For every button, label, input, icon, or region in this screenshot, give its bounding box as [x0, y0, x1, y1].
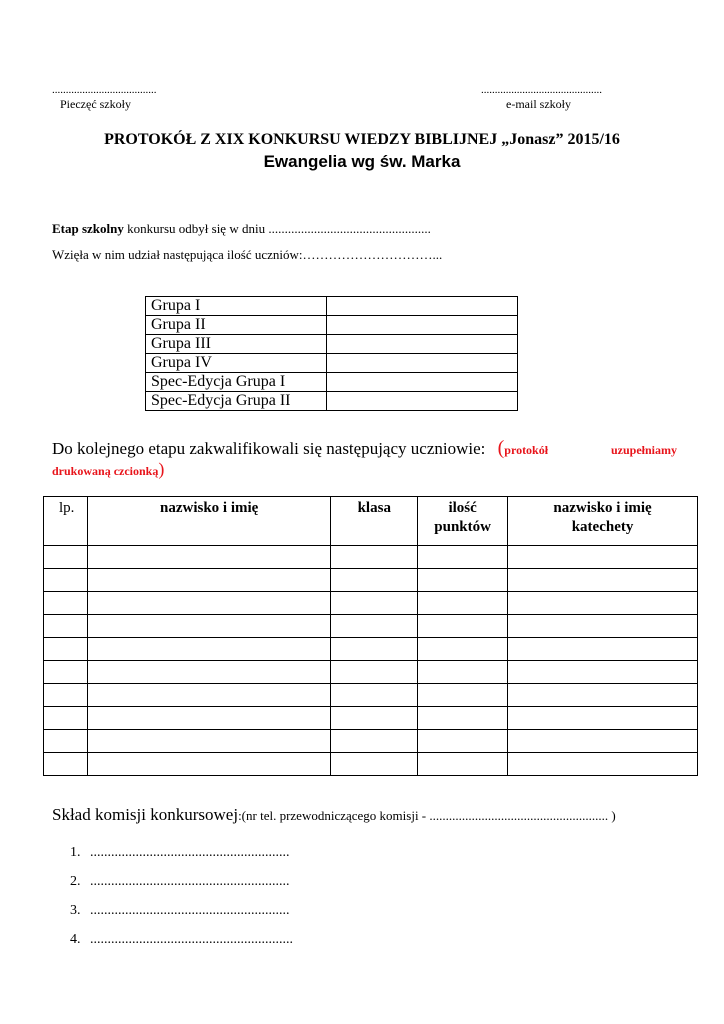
table-row: [44, 638, 698, 661]
table-row: [44, 592, 698, 615]
table-cell[interactable]: [44, 592, 88, 615]
table-cell[interactable]: [44, 615, 88, 638]
group-row: [146, 335, 518, 354]
table-cell[interactable]: [87, 661, 330, 684]
committee-member: [70, 874, 290, 890]
table-cell[interactable]: [418, 730, 508, 753]
table-cell[interactable]: [508, 684, 698, 707]
table-cell[interactable]: [418, 569, 508, 592]
header-catechist: nazwisko i imię katechety: [508, 497, 698, 546]
group-name: Grupa III: [146, 335, 327, 354]
table-cell[interactable]: [331, 638, 418, 661]
header-points: ilość punktów: [418, 497, 508, 546]
committee-member: [70, 932, 293, 948]
committee-member: [70, 845, 290, 861]
table-cell[interactable]: [418, 546, 508, 569]
table-cell[interactable]: [418, 638, 508, 661]
stage-bold: Etap szkolny: [52, 221, 124, 236]
committee-member: [70, 903, 290, 919]
group-row: [146, 392, 518, 411]
table-cell[interactable]: [331, 592, 418, 615]
table-row: [44, 730, 698, 753]
table-cell[interactable]: [87, 592, 330, 615]
group-count-cell[interactable]: [327, 392, 518, 411]
qualified-text: Do kolejnego etapu zakwalifikowali się następujący uczniowie:: [52, 439, 486, 458]
group-row: [146, 354, 518, 373]
table-row: [44, 546, 698, 569]
table-cell[interactable]: [508, 592, 698, 615]
table-row: [44, 684, 698, 707]
member-dots: .........................................................: [90, 845, 290, 860]
note-paren-open: (: [497, 437, 505, 459]
table-cell[interactable]: [44, 730, 88, 753]
table-cell[interactable]: [418, 592, 508, 615]
table-row: [44, 753, 698, 776]
table-cell[interactable]: [87, 638, 330, 661]
qualified-paragraph: [52, 437, 677, 461]
header-class: klasa: [331, 497, 418, 546]
table-cell[interactable]: [44, 569, 88, 592]
group-row: [146, 297, 518, 316]
table-cell[interactable]: [508, 569, 698, 592]
table-cell[interactable]: [44, 753, 88, 776]
member-dots: .........................................................: [90, 874, 290, 889]
group-name: Grupa IV: [146, 354, 327, 373]
note-word-2: uzupełniamy: [610, 443, 677, 457]
table-cell[interactable]: [331, 684, 418, 707]
table-cell[interactable]: [87, 546, 330, 569]
table-cell[interactable]: [331, 753, 418, 776]
page-title: PROTOKÓŁ Z XIX KONKURSU WIEDZY BIBLIJNEJ „Jonasz” 2015/16: [104, 131, 620, 148]
table-cell[interactable]: [418, 707, 508, 730]
email-dots: ............................................: [481, 84, 602, 96]
table-cell[interactable]: [508, 546, 698, 569]
participants-line: Wzięła w nim udział następująca ilość uczniów:…………………………...: [52, 247, 443, 262]
page-subtitle: Ewangelia wg św. Marka: [263, 152, 461, 171]
stamp-label: Pieczęć szkoły: [60, 97, 131, 111]
stage-line: [52, 221, 431, 237]
table-cell[interactable]: [44, 661, 88, 684]
table-cell[interactable]: [508, 638, 698, 661]
table-cell[interactable]: [418, 753, 508, 776]
group-count-cell[interactable]: [327, 373, 518, 392]
group-name: Grupa I: [146, 297, 327, 316]
table-cell[interactable]: [87, 730, 330, 753]
table-cell[interactable]: [87, 684, 330, 707]
member-number: 2.: [70, 874, 81, 889]
table-cell[interactable]: [331, 615, 418, 638]
table-row: [44, 707, 698, 730]
table-cell[interactable]: [44, 707, 88, 730]
group-count-cell[interactable]: [327, 297, 518, 316]
group-name: Spec-Edycja Grupa II: [146, 392, 327, 411]
groups-table: [145, 296, 518, 411]
table-cell[interactable]: [418, 615, 508, 638]
table-cell[interactable]: [508, 753, 698, 776]
table-cell[interactable]: [87, 615, 330, 638]
committee-note: :(nr tel. przewodniczącego komisji - ....................................................... ): [238, 808, 616, 823]
table-cell[interactable]: [331, 569, 418, 592]
note-word-1: protokół: [504, 443, 549, 457]
header-name: nazwisko i imię: [87, 497, 330, 546]
header-lp: lp.: [44, 497, 88, 546]
table-cell[interactable]: [87, 707, 330, 730]
table-cell[interactable]: [508, 661, 698, 684]
table-row: [44, 661, 698, 684]
table-cell[interactable]: [44, 684, 88, 707]
member-number: 1.: [70, 845, 81, 860]
table-cell[interactable]: [418, 661, 508, 684]
stamp-dots: ......................................: [52, 84, 157, 96]
table-cell[interactable]: [418, 684, 508, 707]
group-row: [146, 316, 518, 335]
table-cell[interactable]: [331, 661, 418, 684]
group-name: Spec-Edycja Grupa I: [146, 373, 327, 392]
member-number: 3.: [70, 903, 81, 918]
committee-line: [52, 805, 616, 825]
group-name: Grupa II: [146, 316, 327, 335]
table-cell[interactable]: [508, 730, 698, 753]
group-count-cell[interactable]: [327, 316, 518, 335]
table-cell[interactable]: [508, 615, 698, 638]
qualified-note-line2: [52, 459, 164, 480]
group-count-cell[interactable]: [327, 354, 518, 373]
note-paren-close: ): [158, 459, 165, 479]
email-label: e-mail szkoły: [506, 97, 571, 111]
qualified-table: [43, 496, 698, 776]
table-cell[interactable]: [44, 546, 88, 569]
table-cell[interactable]: [87, 753, 330, 776]
table-cell[interactable]: [87, 569, 330, 592]
table-cell[interactable]: [331, 707, 418, 730]
table-cell[interactable]: [44, 638, 88, 661]
stage-rest: konkursu odbył się w dniu ..................................................: [123, 221, 431, 236]
table-row: [44, 615, 698, 638]
member-dots: .........................................................: [90, 903, 290, 918]
member-number: 4.: [70, 932, 81, 947]
table-row: [44, 569, 698, 592]
table-cell[interactable]: [331, 730, 418, 753]
note-word-3: drukowaną czcionką: [52, 464, 159, 478]
table-cell[interactable]: [508, 707, 698, 730]
committee-label: Skład komisji konkursowej: [52, 805, 239, 824]
table-cell[interactable]: [331, 546, 418, 569]
group-count-cell[interactable]: [327, 335, 518, 354]
member-dots: ..........................................................: [90, 932, 293, 947]
group-row: [146, 373, 518, 392]
